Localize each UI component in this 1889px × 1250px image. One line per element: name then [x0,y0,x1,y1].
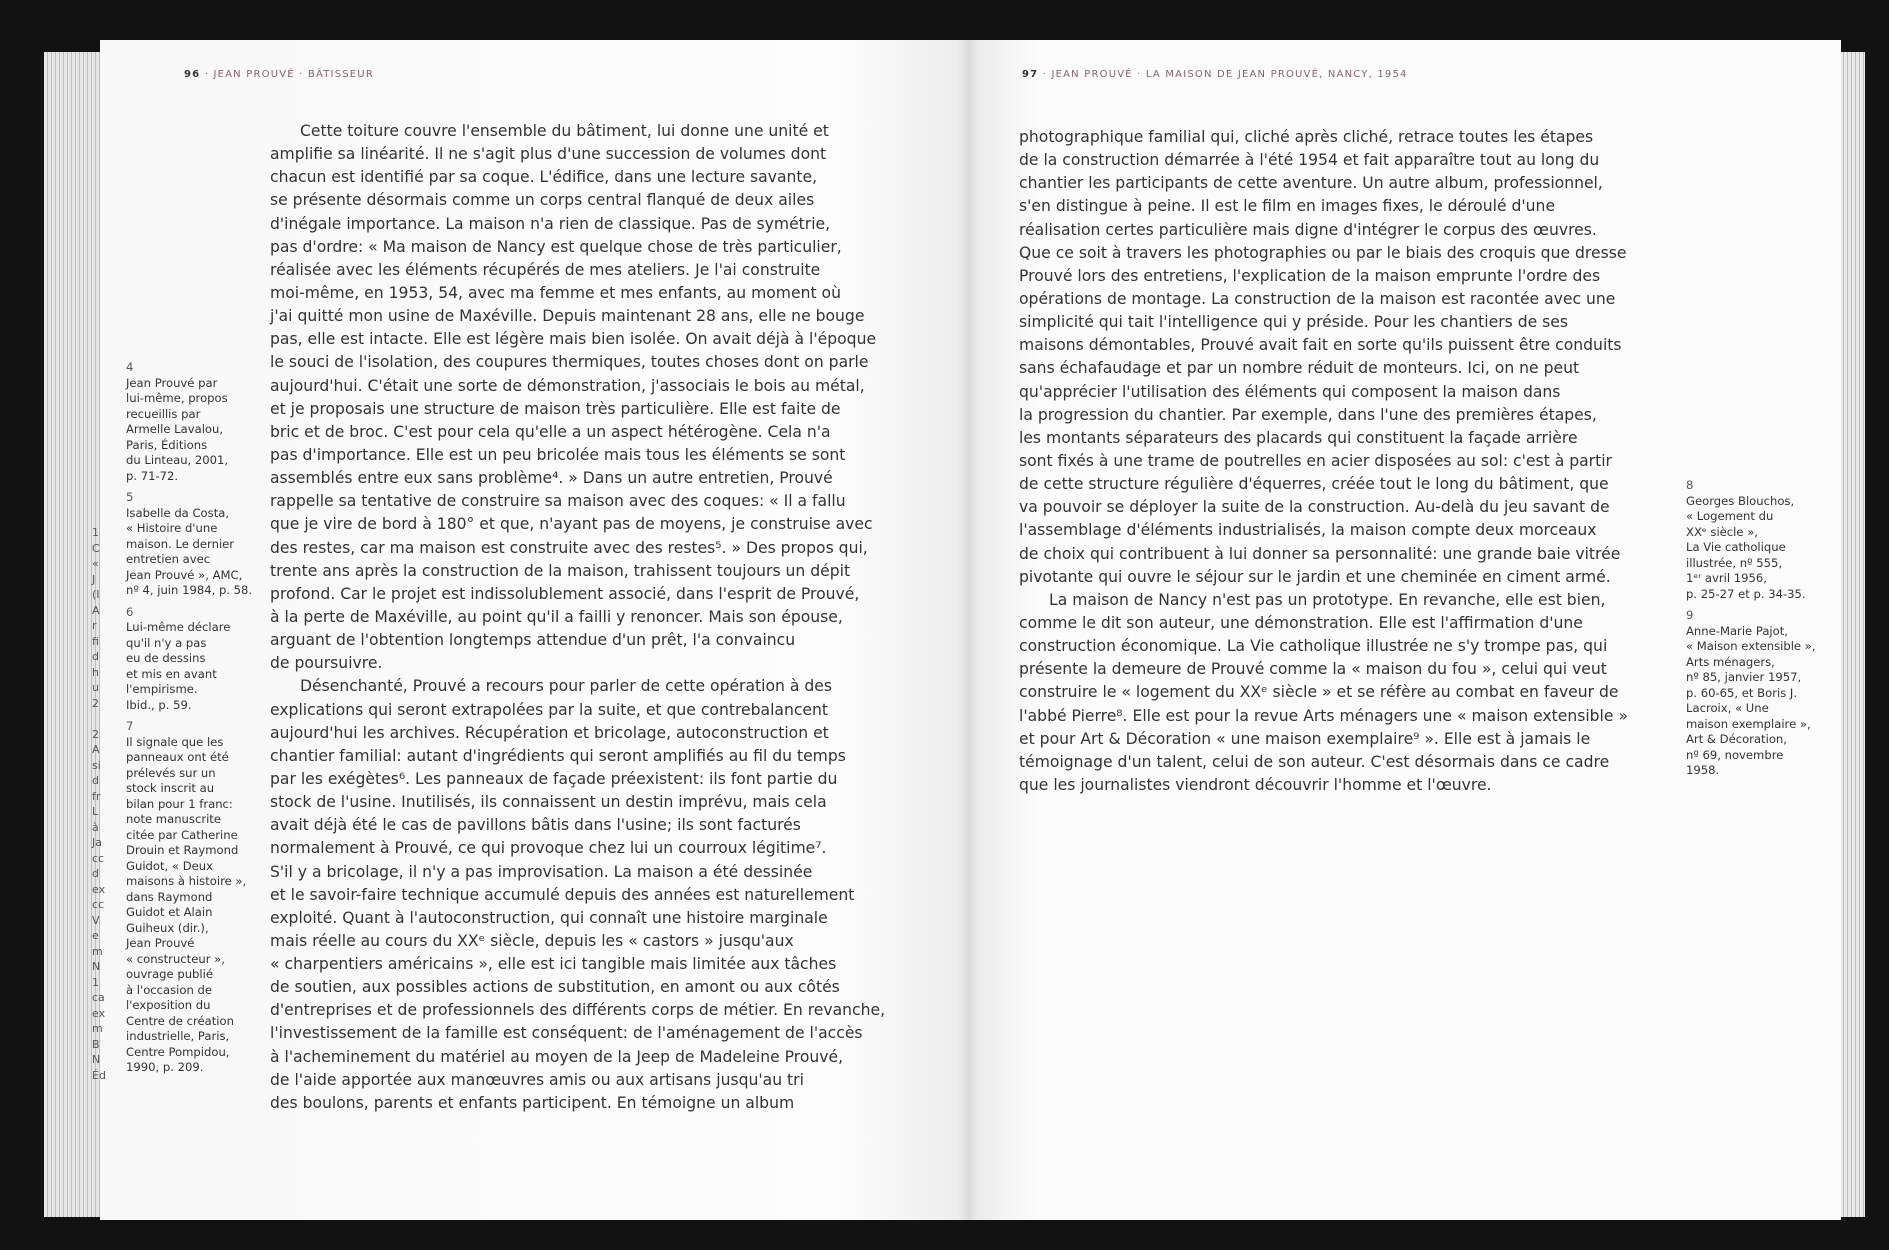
body-line: pivotante qui ouvre le séjour sur le jardin et une cheminée en ciment armé. [1019,567,1611,586]
body-line: pas d'ordre: « Ma maison de Nancy est quelque chose de très particulier, [270,237,842,256]
body-line: l'assemblage d'éléments industrialisés, la maison compte deux morceaux [1019,521,1597,540]
body-line: moi-même, en 1953, 54, avec ma femme et mes enfants, au moment où [270,283,841,302]
body-line: Prouvé lors des entretiens, l'explication de la maison emprunte l'ordre des [1019,266,1601,285]
body-line: qu'apprécier l'utilisation des éléments qui composent la maison dans [1019,382,1561,401]
body-line: stock de l'usine. Inutilisés, ils connaissent un destin imprévu, mais cela [270,793,827,812]
body-line: que les journalistes viendront découvrir l'homme et l'œuvre. [1019,775,1492,794]
footnote-number: 4 [126,360,134,374]
body-line: par les exégètes⁶. Les panneaux de façade préexistent: ils font partie du [270,769,838,788]
body-line: bric et de broc. C'est pour cela qu'elle a un aspect hétérogène. Cela n'a [270,422,831,441]
body-line: témoignage d'un talent, celui de son auteur. C'est désormais dans ce cadre [1019,752,1610,771]
right-folio: 97 [1022,69,1039,80]
right-running-head [1022,69,1408,80]
footnote-text: Jean Prouvé par lui-même, propos recueillis par Armelle Lavalou, Paris, Éditions du Linteau, 2001, p. 71-72. [126,375,229,483]
body-line: à la perte de Maxéville, au point qu'il a failli y renoncer. Mais son épouse, [270,607,843,626]
footnote [126,719,274,1076]
body-line: pas d'importance. Elle est un peu bricolée mais tous les éléments se sont [270,445,846,464]
body-line: et je proposais une structure de maison très particulière. Elle est faite de [270,399,841,418]
body-line: présente la demeure de Prouvé comme la « maison du fou », celui qui veut [1019,660,1607,679]
body-line: maisons démontables, Prouvé avait fait en sorte qu'ils puissent être conduits [1019,336,1622,355]
left-sidenotes [126,360,274,1082]
body-line: j'ai quitté mon usine de Maxéville. Depuis maintenant 28 ans, elle ne bouge [270,307,865,326]
body-line: et le savoir-faire technique accumulé depuis des années est naturellement [270,885,855,904]
body-line: de l'aide apportée aux manœuvres amis ou aux artisans jusqu'au tri [270,1070,804,1089]
body-line: arguant de l'obtention longtemps attendue d'un prêt, l'a convaincu [270,631,796,650]
body-line: « charpentiers américains », elle est ici tangible mais limitée aux tâches [270,955,837,974]
body-line: chantier familial: autant d'ingrédients qui seront amplifiés au fil du temps [270,746,846,765]
footnote-text: Il signale que les panneaux ont été prélevés sur un stock inscrit au bilan pour 1 franc: note manuscrite citée par Catherine Drouin et Raymond Guidot, « Deux maisons à histoire », dans Raymond Guidot et Alain Guiheux (dir.), Jean Prouvé « constructeur », ouvrage publié à l'occasion de l'exposition du Centre de création industrielle, Paris, Centre Pompidou, 1990, p. 209. [126,734,247,1074]
body-line: l'abbé Pierre⁸. Elle est pour la revue Arts ménagers une « maison extensible » [1019,706,1628,725]
body-line: de soutien, aux possibles actions de substitution, en amont ou aux côtés [270,978,840,997]
left-body-text [270,120,915,1115]
footnote [126,605,274,714]
body-line: amplifie sa linéarité. Il ne s'agit plus d'une succession de volumes dont [270,145,827,164]
left-running-head [184,69,374,80]
body-line: de cette structure régulière d'équerres, créée tout le long du bâtiment, que [1019,475,1609,494]
footnote-number: 7 [126,719,134,733]
footnote-number: 6 [126,604,134,619]
footnote [126,360,274,484]
body-line: pas, elle est intacte. Elle est légère mais bien isolée. On avait déjà à l'époque [270,330,877,349]
body-line: s'en distingue à peine. Il est le film en images fixes, le déroulé d'une [1019,197,1556,216]
right-running-title: · JEAN PROUVÉ · LA MAISON DE JEAN PROUVÉ, NANCY, 1954 [1042,69,1408,80]
body-line: va pouvoir se déployer la suite de la construction. Au-delà du jeu savant de [1019,498,1610,517]
body-line: se présente désormais comme un corps central flanqué de deux ailes [270,191,815,210]
body-line: chantier les participants de cette aventure. Un autre album, professionnel, [1019,174,1603,193]
footnote-number: 5 [126,490,134,504]
body-line: Désenchanté, Prouvé a recours pour parler de cette opération à des [300,677,832,696]
left-folio: 96 [184,69,201,80]
body-line: Que ce soit à travers les photographies ou par le biais des croquis que dresse [1019,243,1627,262]
footnote [1686,478,1836,602]
body-line: rappelle sa tentative de construire sa maison avec des coques: « Il a fallu [270,492,846,511]
body-line: les montants séparateurs des placards qui constituent la façade arrière [1019,428,1578,447]
body-line: à l'acheminement du matériel au moyen de la Jeep de Madeleine Prouvé, [270,1047,844,1066]
body-line: profond. Car le projet est indissolublement associé, dans l'esprit de Prouvé, [270,584,860,603]
body-line: de choix qui contribuent à lui donner sa personnalité: une grande baie vitrée [1019,544,1621,563]
body-line: normalement à Prouvé, ce qui provoque chez lui un courroux légitime⁷. [270,839,827,858]
body-line: construire le « logement du XXᵉ siècle » et se réfère au combat en faveur de [1019,683,1619,702]
right-sidenotes [1686,478,1836,785]
left-running-title: · JEAN PROUVÉ · BÂTISSEUR [204,69,374,80]
body-line: l'investissement de la famille est conséquent: de l'aménagement de l'accès [270,1024,863,1043]
body-line: construction économique. La Vie catholique illustrée ne s'y trompe pas, qui [1019,637,1608,656]
body-line: sont fixés à une trame de poutrelles en acier disposées au sol: c'est à partir [1019,451,1612,470]
body-line: et pour Art & Décoration « une maison exemplaire⁹ ». Elle est à jamais le [1019,729,1591,748]
body-line: assemblés entre eux sans problème⁴. » Dans un autre entretien, Prouvé [270,469,833,488]
body-line: d'inégale importance. La maison n'a rien de classique. Pas de symétrie, [270,214,831,233]
body-line: exploité. Quant à l'autoconstruction, qui connaît une histoire marginale [270,908,828,927]
footnote [1686,608,1836,779]
body-line: simplicité qui tait l'intelligence qui y préside. Pour les chantiers de ses [1019,313,1569,332]
footnote-number: 9 [1686,608,1694,622]
body-line: la progression du chantier. Par exemple, dans l'une des premières étapes, [1019,405,1597,424]
book-gutter [958,40,978,1220]
body-line: La maison de Nancy n'est pas un prototype. En revanche, elle est bien, [1049,590,1606,609]
body-line: trente ans après la construction de la maison, trahissent toujours un dépit [270,561,851,580]
footnote-text: Georges Blouchos, « Logement du XXᵉ siècle », La Vie catholique illustrée, nº 555, 1ᵉʳ avril 1956, p. 25-27 et p. 34-35. [1686,493,1806,601]
body-line: des restes, car ma maison est construite avec des restes⁵. » Des propos qui, [270,538,868,557]
body-line: d'entreprises et de professionnels des différents corps de métier. En revanche, [270,1001,886,1020]
body-line: Cette toiture couvre l'ensemble du bâtiment, lui donne une unité et [300,122,829,140]
right-body-text [1019,126,1673,797]
body-line: S'il y a bricolage, il n'y a pas improvisation. La maison a été dessinée [270,862,813,881]
body-line: explications qui seront extrapolées par la suite, et que contrebalancent [270,700,829,719]
body-line: photographique familial qui, cliché après cliché, retrace toutes les étapes [1019,128,1594,146]
footnote-text: Lui-même déclare qu'il n'y a pas eu de dessins et mis en avant l'empirisme. Ibid., p. 59. [126,620,231,712]
body-line: que je vire de bord à 180° et que, n'ayant pas de moyens, je construise avec [270,515,873,534]
body-line: de poursuivre. [270,654,383,673]
body-line: aujourd'hui. C'était une sorte de démonstration, j'associais le bois au métal, [270,376,865,395]
body-line: aujourd'hui les archives. Récupération et bricolage, autoconstruction et [270,723,829,742]
previous-page-edge-text: 1 C « J (I A r fi d h u 2 2 A si d fr L à Ja cc d ex cc V e m N 1 ca ex m B N Éd [92,526,106,1082]
body-line: le souci de l'isolation, des coupures thermiques, toutes choses dont on parle [270,353,869,372]
body-line: mais réelle au cours du XXᵉ siècle, depuis les « castors » jusqu'aux [270,931,794,950]
body-line: de la construction démarrée à l'été 1954 et fait apparaître tout au long du [1019,151,1600,170]
body-line: avait déjà été le cas de pavillons bâtis dans l'usine; ils sont facturés [270,816,801,835]
footnote [126,490,274,599]
body-line: réalisée avec les éléments récupérés de mes ateliers. Je l'ai construite [270,260,821,279]
footnote-text: Anne-Marie Pajot, « Maison extensible », Arts ménagers, nº 85, janvier 1957, p. 60-65, et Boris J. Lacroix, « Une maison exemplaire », Art & Décoration, nº 69, novembre 1958. [1686,623,1816,777]
footnote-number: 8 [1686,478,1694,492]
body-line: sans échafaudage et par un nombre réduit de monteurs. Ici, on ne peut [1019,359,1580,378]
footnote-text: Isabelle da Costa, « Histoire d'une maison. Le dernier entretien avec Jean Prouvé », AMC, nº 4, juin 1984, p. 58. [126,505,253,597]
body-line: comme le dit son auteur, une démonstration. Elle est l'affirmation d'une [1019,613,1583,632]
body-line: opérations de montage. La construction de la maison est racontée avec une [1019,289,1616,308]
body-line: réalisation certes particulière mais digne d'intégrer le corpus des œuvres. [1019,220,1597,239]
body-line: des boulons, parents et enfants participent. En témoigne un album [270,1093,795,1112]
body-line: chacun est identifié par sa coque. L'édifice, dans une lecture savante, [270,168,818,187]
